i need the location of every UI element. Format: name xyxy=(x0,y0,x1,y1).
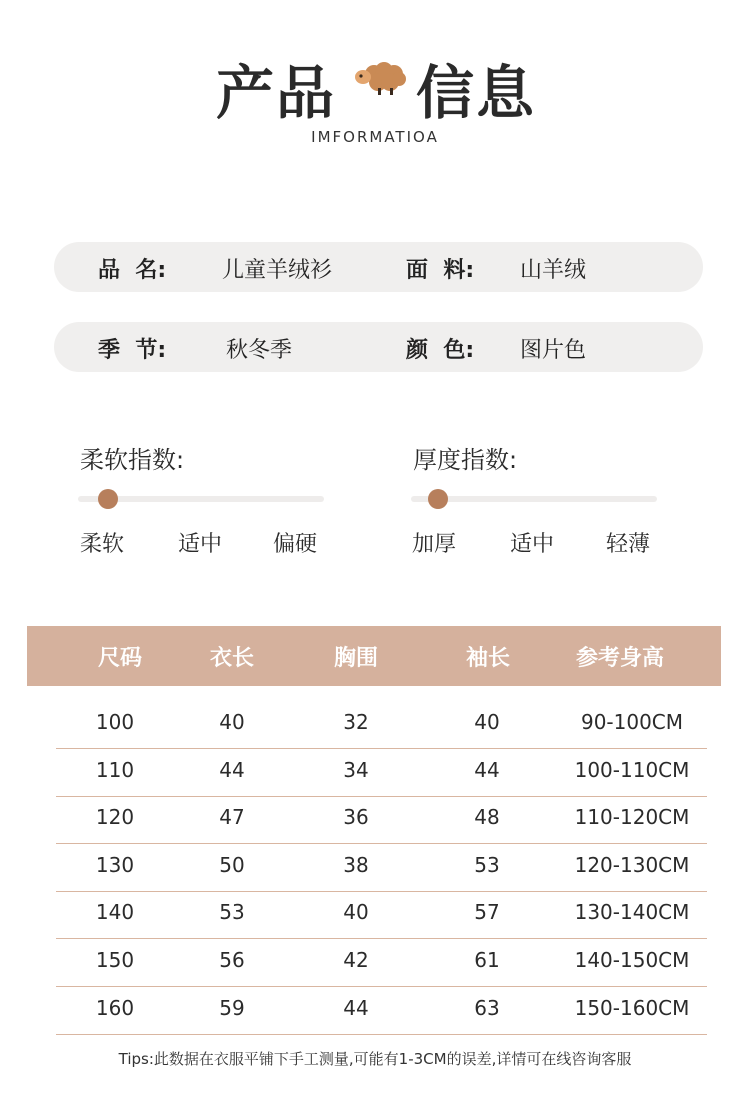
size-table-header xyxy=(27,626,721,686)
header-length: 衣长 xyxy=(209,646,255,671)
page-title xyxy=(0,46,750,127)
cell-height: 90-100CM xyxy=(580,710,684,734)
cell-sleeve: 63 xyxy=(474,996,500,1020)
info-key-fabric: 面 料: xyxy=(406,258,475,283)
cell-length: 44 xyxy=(219,758,245,782)
softness-label-medium: 适中 xyxy=(178,532,223,557)
info-value-season: 秋冬季 xyxy=(226,338,293,363)
table-row xyxy=(56,700,707,749)
cell-size: 120 xyxy=(95,805,135,829)
cell-chest: 42 xyxy=(343,948,369,972)
table-row xyxy=(56,795,707,844)
cell-sleeve: 57 xyxy=(474,900,500,924)
cell-size: 100 xyxy=(95,710,135,734)
cell-length: 56 xyxy=(219,948,245,972)
cell-length: 47 xyxy=(219,805,245,829)
table-row xyxy=(56,986,707,1035)
cell-chest: 40 xyxy=(343,900,369,924)
page-subtitle: IMFORMATIOA xyxy=(311,128,439,146)
title-right: 信息 xyxy=(416,59,537,127)
info-key-name: 品 名: xyxy=(98,258,167,283)
cell-length: 53 xyxy=(219,900,245,924)
info-row-2 xyxy=(54,322,703,372)
softness-knob xyxy=(98,489,118,509)
cell-height: 140-150CM xyxy=(574,948,690,972)
cell-size: 130 xyxy=(95,853,135,877)
cell-sleeve: 44 xyxy=(474,758,500,782)
cell-length: 50 xyxy=(219,853,245,877)
cell-size: 150 xyxy=(95,948,135,972)
header-sleeve: 袖长 xyxy=(465,646,511,671)
cell-chest: 36 xyxy=(343,805,369,829)
table-row xyxy=(56,843,707,892)
info-key-season: 季 节: xyxy=(98,338,167,363)
cell-length: 59 xyxy=(219,996,245,1020)
thickness-label-thin: 轻薄 xyxy=(606,532,651,557)
cell-chest: 32 xyxy=(343,710,369,734)
softness-title: 柔软指数: xyxy=(80,446,185,474)
info-value-color: 图片色 xyxy=(520,338,587,363)
cell-height: 130-140CM xyxy=(574,900,690,924)
cell-sleeve: 53 xyxy=(474,853,500,877)
table-row xyxy=(56,748,707,797)
cell-sleeve: 48 xyxy=(474,805,500,829)
thickness-label-thick: 加厚 xyxy=(412,532,457,557)
thickness-label-medium: 适中 xyxy=(510,532,555,557)
table-row xyxy=(56,890,707,939)
info-value-fabric: 山羊绒 xyxy=(520,258,587,283)
header-size: 尺码 xyxy=(97,646,143,671)
header-height: 参考身高 xyxy=(575,646,665,671)
cell-chest: 34 xyxy=(343,758,369,782)
cell-height: 110-120CM xyxy=(574,805,690,829)
info-row-1 xyxy=(54,242,703,292)
cell-size: 160 xyxy=(95,996,135,1020)
header-chest: 胸围 xyxy=(333,646,379,671)
cell-sleeve: 40 xyxy=(474,710,500,734)
title-left: 产品 xyxy=(216,59,337,127)
cell-height: 120-130CM xyxy=(574,853,690,877)
cell-chest: 38 xyxy=(343,853,369,877)
softness-label-soft: 柔软 xyxy=(80,532,125,557)
cell-height: 150-160CM xyxy=(574,996,690,1020)
info-key-color: 颜 色: xyxy=(406,338,475,363)
cell-size: 140 xyxy=(95,900,135,924)
cell-length: 40 xyxy=(219,710,245,734)
cell-height: 100-110CM xyxy=(574,758,690,782)
thickness-title: 厚度指数: xyxy=(413,446,518,474)
sheep-icon xyxy=(354,60,410,96)
cell-size: 110 xyxy=(95,758,135,782)
cell-sleeve: 61 xyxy=(474,948,500,972)
thickness-knob xyxy=(428,489,448,509)
softness-label-hard: 偏硬 xyxy=(273,532,318,557)
info-value-name: 儿童羊绒衫 xyxy=(222,258,333,283)
cell-chest: 44 xyxy=(343,996,369,1020)
table-row xyxy=(56,938,707,987)
tips-note: Tips:此数据在衣服平铺下手工测量,可能有1-3CM的误差,详情可在线咨询客服 xyxy=(118,1050,632,1068)
